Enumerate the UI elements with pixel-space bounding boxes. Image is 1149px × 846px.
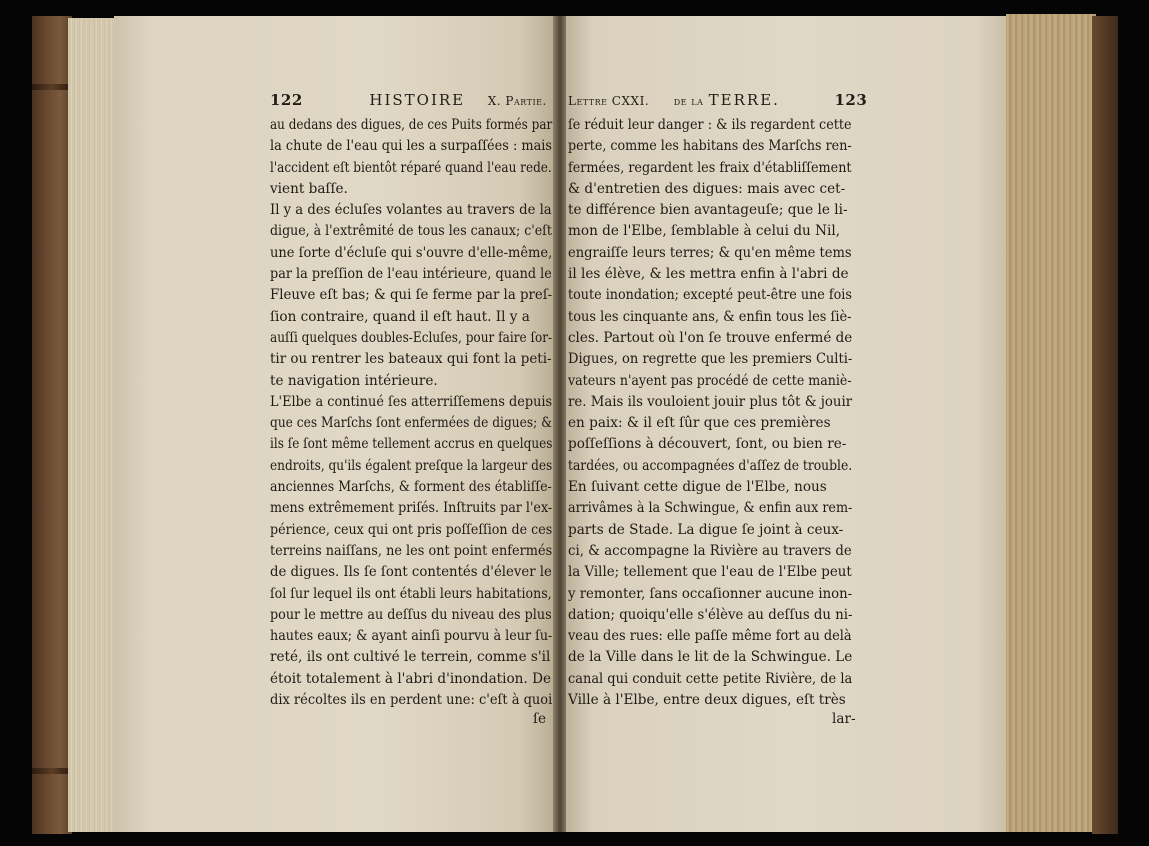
text-line: digue, à l'extrêmité de tous les canaux; c'eſt: [270, 223, 552, 240]
text-line: dation; quoiqu'elle s'élève au deſſus du ni-: [568, 606, 853, 623]
right-title-prefix: de la: [673, 94, 704, 108]
text-line: périence, ceux qui ont pris poſſeſſion de ces: [270, 521, 553, 538]
right-letter-number: Lettre CXXI.: [568, 94, 650, 108]
text-line: terreins naiſſans, ne les ont point enfermés: [270, 542, 553, 559]
text-line: Ville à l'Elbe, entre deux digues, eſt très: [568, 692, 846, 709]
text-line: il les élève, & les mettra enfin à l'abri de: [568, 266, 849, 283]
text-line: l'accident eſt bientôt réparé quand l'eau rede.: [270, 159, 552, 176]
text-line: cles. Partout où l'on ſe trouve enfermé de: [568, 329, 853, 346]
text-line: la Ville; tellement que l'eau de l'Elbe peut: [568, 564, 852, 581]
text-line: arrivâmes à la Schwingue, & enfin aux rem-: [568, 500, 853, 517]
text-line: re. Mais ils vouloient jouir plus tôt & jouir: [568, 393, 853, 410]
text-line: perte, comme les habitans des Marſchs ren-: [568, 138, 852, 155]
right-running-title: TERRE.: [708, 91, 780, 109]
text-line: En ſuivant cette digue de l'Elbe, nous: [568, 479, 827, 496]
text-line: par la preſſion de l'eau intérieure, quand le: [270, 266, 552, 283]
text-line: veau des rues: elle paſſe même fort au delà: [568, 628, 852, 645]
text-line: anciennes Marſchs, & forment des établiſſe-: [270, 479, 552, 496]
left-catchword: ſe: [533, 711, 547, 727]
text-line: une ſorte d'écluſe qui s'ouvre d'elle-même,: [270, 244, 553, 261]
text-line: tous les cinquante ans, & enfin tous les ſiè-: [568, 308, 852, 325]
text-line: y remonter, ſans occaſionner aucune inon-: [568, 585, 853, 602]
text-line: vient baſſe.: [270, 180, 348, 197]
text-line: en paix: & il eſt ſûr que ces premières: [568, 415, 831, 432]
binding-band: [32, 84, 72, 90]
text-line: ils ſe ſont même tellement accrus en quelques: [270, 436, 553, 453]
text-line: L'Elbe a continué ſes atterriſſemens depuis: [270, 393, 553, 410]
text-line: que ces Marſchs ſont enfermées de digues; &: [270, 415, 552, 432]
left-page-edges: [68, 18, 120, 832]
text-line: poſſeſſions à découvert, ſont, ou bien re-: [568, 436, 847, 453]
right-page-number: 123: [834, 91, 868, 109]
text-line: Digues, on regrette que les premiers Culti-: [568, 351, 853, 368]
text-line: mens extrêmement priſés. Inſtruits par l'ex-: [270, 500, 553, 517]
left-running-title: HISTOIRE: [369, 91, 466, 109]
text-line: canal qui conduit cette petite Rivière, de la: [568, 670, 853, 687]
text-line: mon de l'Elbe, ſemblable à celui du Nil,: [568, 223, 841, 240]
text-line: au dedans des digues, de ces Puits formés par: [270, 117, 553, 133]
text-line: endroits, qu'ils égalent preſque la largeur des: [270, 457, 553, 474]
text-line: dix récoltes ils en perdent une: c'eſt à quoi: [270, 692, 553, 709]
right-page-edges: [1006, 14, 1096, 832]
binding-band: [32, 768, 72, 774]
text-line: étoit totalement à l'abri d'inondation. De: [270, 670, 552, 687]
text-line: tir ou rentrer les bateaux qui font la peti-: [270, 351, 552, 368]
text-line: ci, & accompagne la Rivière au travers de: [568, 542, 852, 559]
text-line: ſion contraire, quand il eſt haut. Il y a: [270, 308, 530, 325]
text-line: reté, ils ont cultivé le terrein, comme s'il: [270, 649, 551, 666]
text-line: hautes eaux; & ayant ainſi pourvu à leur ſu-: [270, 628, 553, 645]
text-line: fermées, regardent les fraix d'établiſſement: [568, 159, 852, 176]
text-line: la chute de l'eau qui les a surpaſſées : mais: [270, 138, 552, 155]
text-line: Il y a des écluſes volantes au travers de la: [270, 202, 552, 219]
left-page-text: [270, 115, 552, 711]
text-line: & d'entretien des digues: mais avec cet-: [568, 180, 846, 197]
right-catchword: lar-: [832, 711, 856, 727]
text-line: te différence bien avantageuſe; que le li-: [568, 202, 848, 219]
text-line: ſe réduit leur danger : & ils regardent cette: [568, 117, 852, 133]
text-line: engraiſſe leurs terres; & qu'en même tems: [568, 244, 852, 261]
text-line: de la Ville dans le lit de la Schwingue. Le: [568, 649, 853, 666]
left-page-number: 122: [270, 91, 303, 109]
right-cover-binding: [1092, 16, 1118, 834]
left-running-part: X. Partie.: [487, 94, 547, 108]
left-cover-binding: [32, 16, 72, 834]
right-page-text: [568, 115, 852, 711]
text-line: te navigation intérieure.: [270, 372, 438, 389]
text-line: tardées, ou accompagnées d'aſſez de trouble.: [568, 457, 853, 474]
text-line: ſol ſur lequel ils ont établi leurs habitations,: [270, 585, 552, 602]
text-line: parts de Stade. La digue ſe joint à ceux-: [568, 521, 844, 538]
text-line: pour le mettre au deſſus du niveau des plus: [270, 606, 552, 623]
text-line: de digues. Ils ſe ſont contentés d'élever le: [270, 564, 552, 581]
book-gutter: [553, 16, 567, 832]
text-line: auſſi quelques doubles-Ecluſes, pour faire ſor-: [270, 329, 553, 346]
text-line: vateurs n'ayent pas procédé de cette maniè-: [568, 372, 852, 389]
text-line: Fleuve eſt bas; & qui ſe ferme par la preſ-: [270, 287, 553, 304]
left-running-head: [270, 91, 547, 109]
right-running-head: [568, 91, 867, 109]
text-line: toute inondation; excepté peut-être une fois: [568, 287, 852, 304]
